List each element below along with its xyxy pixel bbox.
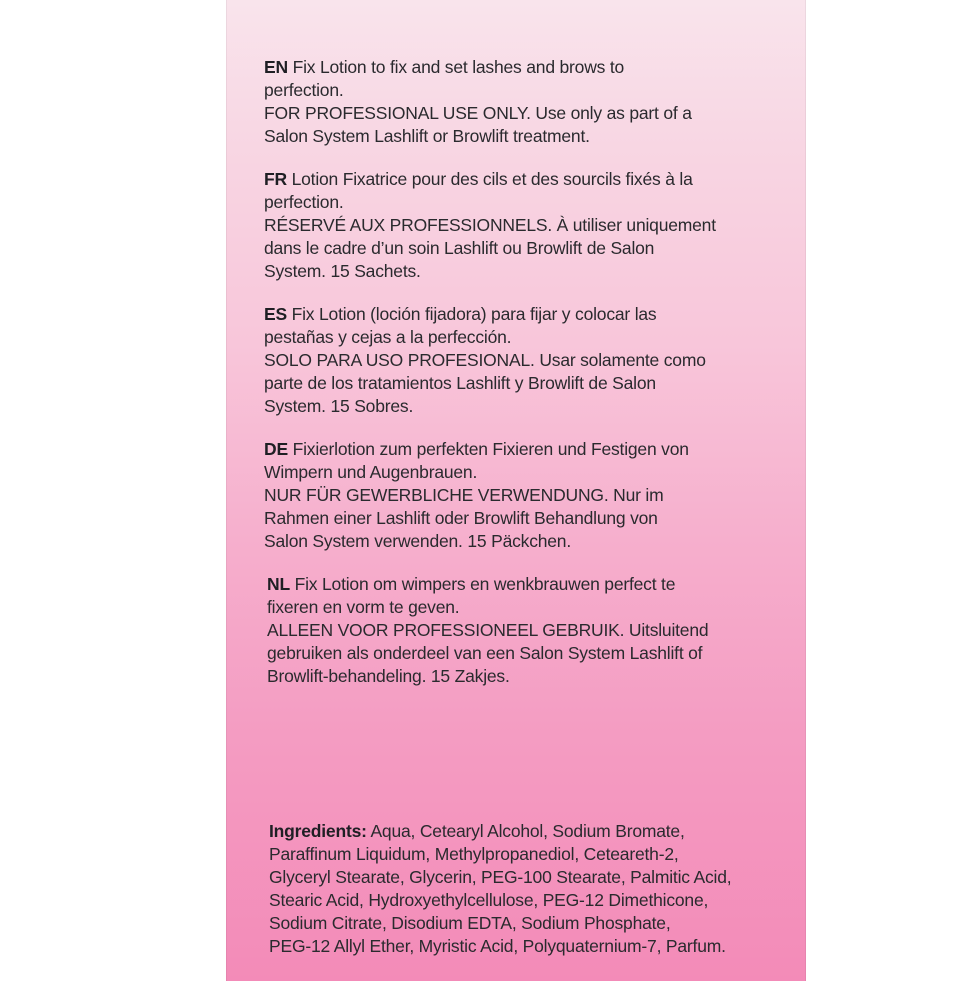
fr-line-2: perfection. [264, 192, 344, 212]
ingredients-line-6: PEG-12 Allyl Ether, Myristic Acid, Polyquaternium-7, Parfum. [269, 936, 726, 956]
ingredients-line-2: Paraffinum Liquidum, Methylpropanediol, Ceteareth-2, [269, 844, 679, 864]
fr-line-1: Lotion Fixatrice pour des cils et des sourcils fixés à la [291, 169, 693, 189]
en-line-4: Salon System Lashlift or Browlift treatment. [264, 126, 590, 146]
de-line-5: Salon System verwenden. 15 Päckchen. [264, 531, 572, 551]
nl-line-1: Fix Lotion om wimpers en wenkbrauwen perfect te [294, 574, 676, 594]
nl-line-3: ALLEEN VOOR PROFESSIONEEL GEBRUIK. Uitsluitend [267, 620, 709, 640]
lang-code-es: ES [264, 304, 287, 324]
de-line-3: NUR FÜR GEWERBLICHE VERWENDUNG. Nur im [264, 485, 664, 505]
lang-code-en: EN [264, 57, 288, 77]
section-nl [267, 573, 787, 688]
lang-code-fr: FR [264, 169, 287, 189]
en-line-3: FOR PROFESSIONAL USE ONLY. Use only as part of a [264, 103, 692, 123]
ingredients-line-3: Glyceryl Stearate, Glycerin, PEG-100 Stearate, Palmitic Acid, [269, 867, 732, 887]
es-line-3: SOLO PARA USO PROFESIONAL. Usar solamente como [264, 350, 706, 370]
ingredients-label: Ingredients: [269, 821, 367, 841]
nl-line-4: gebruiken als onderdeel van een Salon System Lashlift of [267, 643, 703, 663]
ingredients-line-1: Aqua, Cetearyl Alcohol, Sodium Bromate, [370, 821, 685, 841]
lang-code-nl: NL [267, 574, 290, 594]
section-en [264, 56, 784, 148]
ingredients-line-4: Stearic Acid, Hydroxyethylcellulose, PEG-12 Dimethicone, [269, 890, 709, 910]
de-line-1: Fixierlotion zum perfekten Fixieren und Festigen von [292, 439, 689, 459]
section-es [264, 303, 784, 418]
es-line-1: Fix Lotion (loción fijadora) para fijar y colocar las [291, 304, 657, 324]
fr-line-4: dans le cadre d’un soin Lashlift ou Browlift de Salon [264, 238, 655, 258]
lang-code-de: DE [264, 439, 288, 459]
nl-line-2: fixeren en vorm te geven. [267, 597, 460, 617]
nl-line-5: Browlift-behandeling. 15 Zakjes. [267, 666, 510, 686]
es-line-2: pestañas y cejas a la perfección. [264, 327, 512, 347]
ingredients-section [269, 820, 784, 958]
section-de [264, 438, 784, 553]
ingredients-line-5: Sodium Citrate, Disodium EDTA, Sodium Phosphate, [269, 913, 671, 933]
de-line-2: Wimpern und Augenbrauen. [264, 462, 478, 482]
en-line-1: Fix Lotion to fix and set lashes and brows to [292, 57, 625, 77]
fr-line-5: System. 15 Sachets. [264, 261, 421, 281]
section-fr [264, 168, 784, 283]
es-line-4: parte de los tratamientos Lashlift y Browlift de Salon [264, 373, 656, 393]
fr-line-3: RÉSERVÉ AUX PROFESSIONNELS. À utiliser uniquement [264, 215, 716, 235]
es-line-5: System. 15 Sobres. [264, 396, 414, 416]
de-line-4: Rahmen einer Lashlift oder Browlift Behandlung von [264, 508, 658, 528]
en-line-2: perfection. [264, 80, 344, 100]
